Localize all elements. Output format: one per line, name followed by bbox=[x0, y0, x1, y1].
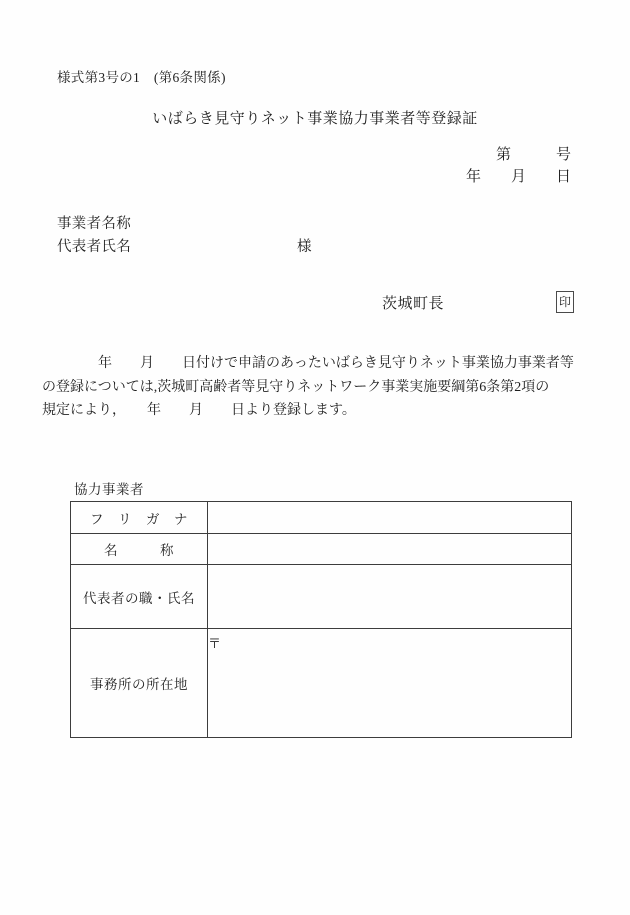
row-label-furigana: フ リ ガ ナ bbox=[71, 502, 208, 534]
body-line: 規定により， 年 月 日より登録します。 bbox=[42, 403, 356, 418]
document-date-line: 年 月 日 bbox=[465, 169, 571, 185]
row-value-office-address: 〒 bbox=[208, 629, 572, 738]
seal-placeholder: 印 bbox=[556, 291, 574, 313]
table-row-furigana bbox=[71, 502, 572, 534]
cooperator-table bbox=[70, 501, 572, 738]
form-number-note: 様式第3号の1 (第6条関係) bbox=[57, 70, 226, 85]
page-title: いばらき見守りネット事業協力事業者等登録証 bbox=[152, 111, 478, 127]
body-paragraph bbox=[42, 352, 574, 423]
issuer-title: 茨城町長 bbox=[382, 296, 445, 312]
row-value-name bbox=[208, 534, 572, 565]
body-line: の登録については,茨城町高齢者等見守りネットワーク事業実施要綱第6条第2項の bbox=[42, 379, 550, 395]
body-line: 年 月 日付けで申請のあったいばらき見守りネット事業協力事業者等 bbox=[42, 356, 574, 371]
row-value-representative bbox=[208, 565, 572, 629]
table-row-name bbox=[71, 534, 572, 565]
row-value-furigana bbox=[208, 502, 572, 534]
table-row-representative bbox=[71, 565, 572, 629]
row-label-representative: 代表者の職・氏名 bbox=[71, 565, 208, 629]
row-label-office-address: 事務所の所在地 bbox=[71, 629, 208, 738]
honorific-sama: 様 bbox=[297, 239, 312, 255]
document-number-line: 第 号 bbox=[495, 147, 571, 163]
row-label-name: 名 称 bbox=[71, 534, 208, 565]
representative-name-label: 代表者氏名 bbox=[57, 239, 131, 255]
document-number-block bbox=[466, 144, 571, 188]
business-name-label: 事業者名称 bbox=[57, 216, 131, 232]
table-caption: 協力事業者 bbox=[74, 482, 144, 497]
table-row-office-address bbox=[71, 629, 572, 738]
